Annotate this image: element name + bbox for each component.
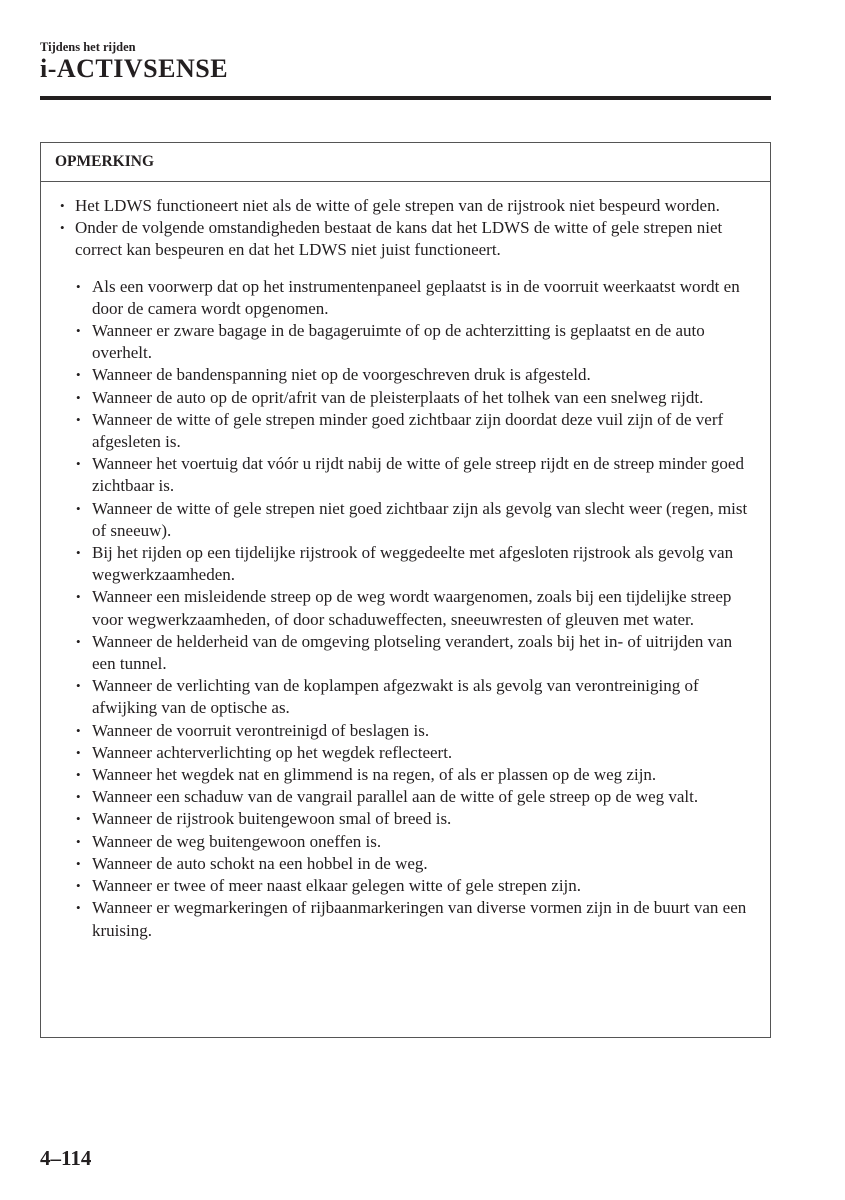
list-item — [76, 897, 756, 941]
list-item-text: Wanneer de verlichting van de koplampen afgezwakt is als gevolg van verontreiniging of afwijking van de optische as. — [92, 676, 699, 718]
list-item-text: Wanneer de auto schokt na een hobbel in de weg. — [92, 853, 428, 873]
list-item-text: Wanneer de witte of gele strepen minder goed zichtbaar zijn doordat deze vuil zijn of de verf afgesleten is. — [92, 409, 724, 452]
bullet-icon: • — [76, 411, 81, 427]
list-item-text: Wanneer het voertuig dat vóór u rijdt nabij de witte of gele streep rijdt en de streep minder goed zichtbaar is. — [92, 454, 744, 496]
list-item-text: Wanneer er wegmarkeringen of rijbaanmarkeringen van diverse vormen zijn in de buurt van een kruising. — [92, 898, 747, 940]
list-item — [76, 675, 756, 719]
note-box — [40, 142, 771, 1038]
list-item — [76, 808, 756, 830]
list-item — [76, 853, 756, 875]
list-item — [76, 387, 756, 409]
list-item-text: Het LDWS functioneert niet als de witte of gele strepen van de rijstrook niet bespeurd worden. — [75, 196, 720, 215]
list-item — [76, 364, 756, 386]
list-item-text: Wanneer de voorruit verontreinigd of beslagen is. — [92, 720, 430, 740]
list-item — [76, 542, 756, 586]
bullet-icon: • — [76, 744, 81, 760]
bullet-icon: • — [76, 633, 81, 649]
list-item-text: Wanneer er twee of meer naast elkaar gelegen witte of gele strepen zijn. — [92, 876, 582, 896]
bullet-icon: • — [76, 789, 81, 805]
list-item — [76, 786, 756, 808]
list-item-text: Wanneer de helderheid van de omgeving plotseling verandert, zoals bij het in- of uitrijden van een tunnel. — [92, 631, 733, 674]
list-item — [76, 742, 756, 764]
bullet-icon: • — [76, 500, 81, 516]
bullet-icon: • — [76, 389, 81, 405]
list-item — [60, 217, 756, 261]
list-item — [76, 498, 756, 542]
list-item-text: Wanneer de rijstrook buitengewoon smal of breed is. — [92, 809, 452, 829]
list-item — [76, 276, 756, 320]
list-item-text: Wanneer de weg buitengewoon oneffen is. — [92, 831, 382, 851]
list-item — [76, 409, 756, 453]
list-item — [76, 875, 756, 897]
list-item-text: Bij het rijden op een tijdelijke rijstrook of weggedeelte met afgesloten rijstrook als gevolg van wegwerkzaamheden. — [92, 543, 734, 585]
list-item-text: Wanneer de auto op de oprit/afrit van de pleisterplaats of het tolhek van een snelweg rijdt. — [92, 387, 704, 407]
list-item — [76, 631, 756, 675]
bullet-icon: • — [76, 278, 81, 294]
list-item-text: Wanneer de bandenspanning niet op de voorgeschreven druk is afgesteld. — [92, 365, 591, 385]
bullet-icon: • — [76, 678, 81, 694]
list-item-text: Wanneer het wegdek nat en glimmend is na regen, of als er plassen op de weg zijn. — [92, 765, 657, 785]
bullet-icon: • — [76, 589, 81, 605]
bullet-icon: • — [76, 323, 81, 339]
bullet-icon: • — [76, 878, 81, 894]
list-item — [76, 764, 756, 786]
bullet-icon: • — [76, 855, 81, 871]
page-number: 4–114 — [40, 1146, 92, 1170]
bullet-icon: • — [60, 198, 65, 213]
title-divider — [40, 96, 771, 100]
bullet-icon: • — [76, 456, 81, 472]
bullet-icon: • — [76, 833, 81, 849]
list-item-text: Wanneer de witte of gele strepen niet goed zichtbaar zijn als gevolg van slecht weer (regen, mist of sneeuw). — [92, 498, 748, 540]
list-item — [76, 720, 756, 742]
bullet-icon: • — [76, 811, 81, 827]
bullet-icon: • — [60, 220, 65, 236]
list-item-text: Wanneer achterverlichting op het wegdek reflecteert. — [92, 742, 453, 762]
note-heading: OPMERKING — [41, 143, 770, 182]
list-item-text: Wanneer er zware bagage in de bagageruimte of op de achterzitting is geplaatst en de auto overhelt. — [92, 321, 705, 363]
list-item-text: Als een voorwerp dat op het instrumentenpaneel geplaatst is in de voorruit weerkaatst wordt en door de camera wordt opgenomen. — [92, 276, 740, 318]
section-label: Tijdens het rijden — [40, 40, 136, 54]
bullet-icon: • — [76, 767, 81, 783]
note-list — [60, 195, 756, 262]
list-item-text: Onder de volgende omstandigheden bestaat de kans dat het LDWS de witte of gele strepen niet correct kan bespeuren en dat het LDWS niet juist functioneert. — [75, 218, 723, 260]
list-item-text: Wanneer een misleidende streep op de weg wordt waargenomen, zoals bij een tijdelijke streep voor wegwerkzaamheden, of door schaduweffecten, sneeuwresten of gleuven met water. — [92, 587, 732, 629]
list-item — [76, 586, 756, 630]
bullet-icon: • — [76, 545, 81, 561]
condition-list — [76, 276, 756, 942]
list-item — [76, 320, 756, 364]
bullet-icon: • — [76, 900, 81, 916]
list-item — [60, 195, 756, 217]
bullet-icon: • — [76, 367, 81, 383]
list-item — [76, 453, 756, 497]
page-title: i-ACTIVSENSE — [40, 54, 229, 83]
bullet-icon: • — [76, 722, 81, 738]
list-item — [76, 831, 756, 853]
list-item-text: Wanneer een schaduw van de vangrail parallel aan de witte of gele streep op de weg valt. — [92, 787, 699, 807]
